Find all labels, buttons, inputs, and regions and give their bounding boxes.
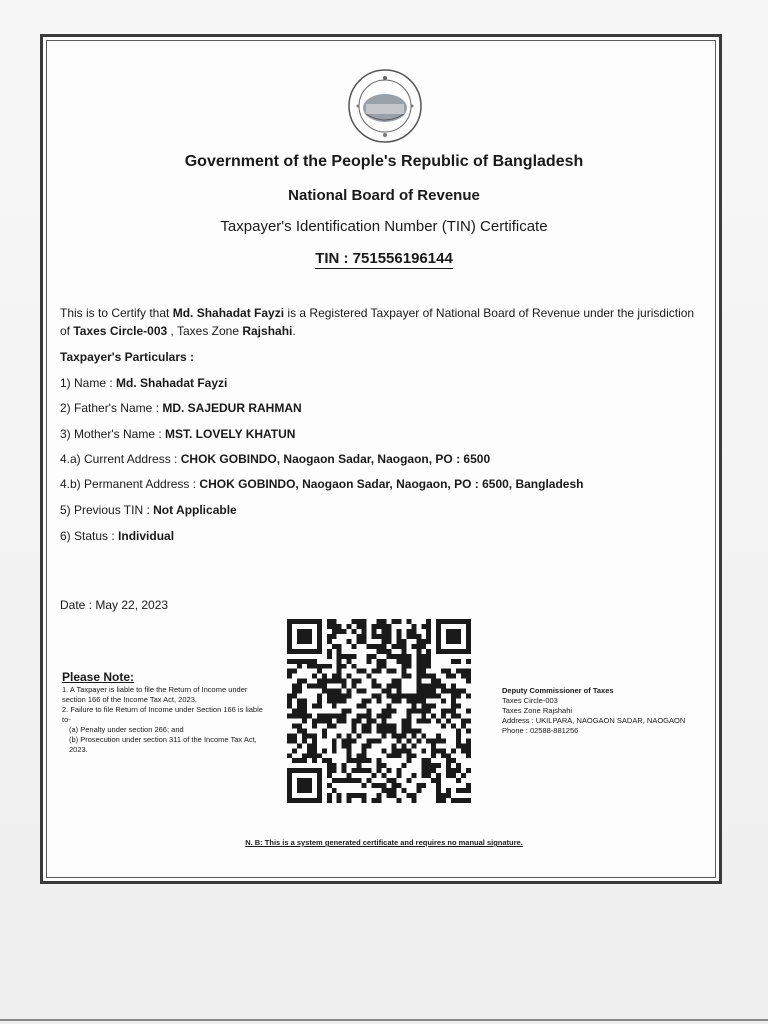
issue-date: Date : May 22, 2023 xyxy=(60,598,169,612)
board-title: National Board of Revenue xyxy=(288,187,480,204)
officer-circle: Taxes Circle-003 xyxy=(502,696,558,705)
particular-status: 6) Status : Individual xyxy=(60,529,175,543)
note-line: (b) Prosecution under section 311 of the Income Tax Act, 2023. xyxy=(69,735,257,754)
officer-address: Address : UKILPARA, NAOGAON SADAR, NAOGAON xyxy=(502,716,686,725)
particular-father-name: 2) Father's Name : MD. SAJEDUR RAHMAN xyxy=(60,401,302,415)
please-note xyxy=(62,685,272,755)
qr-code xyxy=(287,619,471,803)
particular-mother-name: 3) Mother's Name : MST. LOVELY KHATUN xyxy=(60,427,296,441)
page-edge xyxy=(0,1019,768,1021)
particular-name: 1) Name : Md. Shahadat Fayzi xyxy=(60,376,228,390)
note-line: 2. Failure to file Return of Income under Section 166 is liable to- xyxy=(62,705,263,724)
note-title: Please Note: xyxy=(62,670,135,684)
tin-number: TIN : 751556196144 xyxy=(315,250,453,267)
note-line: (a) Penalty under section 266; and xyxy=(69,725,184,734)
officer-zone: Taxes Zone Rajshahi xyxy=(502,706,573,715)
particular-previous-tin: 5) Previous TIN : Not Applicable xyxy=(60,503,237,517)
certificate-title: Taxpayer's Identification Number (TIN) Certificate xyxy=(220,218,548,235)
officer-title: Deputy Commissioner of Taxes xyxy=(502,686,614,695)
government-title: Government of the People's Republic of Bangladesh xyxy=(184,153,584,170)
particulars-heading: Taxpayer's Particulars : xyxy=(60,350,195,364)
particular-permanent-address: 4.b) Permanent Address : CHOK GOBINDO, Naogaon Sadar, Naogaon, PO : 6500, Bangladesh xyxy=(60,477,584,491)
officer-phone: Phone : 02588-881256 xyxy=(502,726,579,735)
footer-note: N. B: This is a system generated certificate and requires no manual signature. xyxy=(245,838,523,847)
government-seal xyxy=(346,68,424,144)
particular-current-address: 4.a) Current Address : CHOK GOBINDO, Naogaon Sadar, Naogaon, PO : 6500 xyxy=(60,452,491,466)
officer-details xyxy=(502,686,685,736)
note-line: 1. A Taxpayer is liable to file the Return of Income under section 166 of the Income Tax Act, 2023. xyxy=(62,685,248,704)
certification-statement: This is to Certify that Md. Shahadat Fayzi is a Registered Taxpayer of National Board of Revenue under the jurisdiction of Taxes Circle-003 , Taxes Zone Rajshahi. xyxy=(60,306,695,338)
